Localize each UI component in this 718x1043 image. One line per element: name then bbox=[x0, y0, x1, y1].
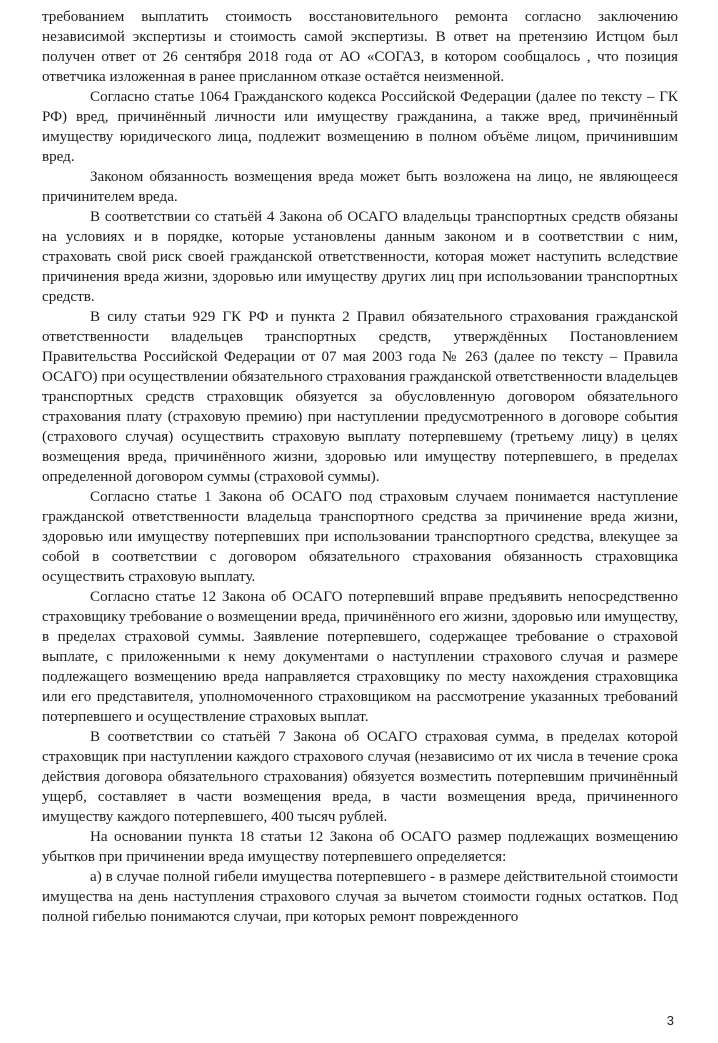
paragraph-8: В соответствии со статьёй 7 Закона об ОСАГО страховая сумма, в пределах которой страховщик при наступлении каждого страхового случая (независимо от их числа в течение срока действия договора обязательного страхования) обязуется возместить потерпевшим причинённый ущерб, составляет в части возмещения вреда, в части возмещения вреда, причиненного имуществу каждого потерпевшего, 400 тысяч рублей. bbox=[42, 729, 678, 825]
paragraph-6: Согласно статье 1 Закона об ОСАГО под страховым случаем понимается наступление гражданской ответственности владельца транспортного средства за причинение вреда жизни, здоровью или имуществу потерпевших при использовании транспортного средства, влекущее за собой в соответствии с договором обязательного страхования обязанность страховщика осуществить страховую выплату. bbox=[42, 489, 678, 585]
paragraph-10: а) в случае полной гибели имущества потерпевшего - в размере действительной стоимости имущества на день наступления страхового случая за вычетом стоимости годных остатков. Под полной гибелью понимаются случаи, при которых ремонт поврежденного bbox=[42, 869, 678, 925]
page-number: 3 bbox=[666, 1013, 674, 1028]
paragraph-4: В соответствии со статьёй 4 Закона об ОСАГО владельцы транспортных средств обязаны на условиях и в порядке, которые установлены данным законом и в соответствии с ним, страховать свой риск своей гражданской ответственности, которая может наступить вследствие причинения вреда жизни, здоровью или имуществу других лиц при использовании транспортных средств. bbox=[42, 209, 678, 305]
paragraph-5: В силу статьи 929 ГК РФ и пункта 2 Правил обязательного страхования гражданской ответственности владельцев транспортных средств, утверждённых Постановлением Правительства Российской Федерации от 07 мая 2003 года № 263 (далее по тексту – Правила ОСАГО) при осуществлении обязательного страхования гражданской ответственности владельцев транспортных средств страховщик обязуется за обусловленную договором обязательного страхования плату (страховую премию) при наступлении предусмотренного в договоре события (страхового случая) осуществить страховую выплату потерпевшему (третьему лицу) в целях возмещения вреда, причинённого жизни, здоровью или имуществу потерпевшего, в пределах определенной договором суммы (страховой суммы). bbox=[42, 309, 678, 485]
paragraph-9: На основании пункта 18 статьи 12 Закона об ОСАГО размер подлежащих возмещению убытков при причинении вреда имуществу потерпевшего определяется: bbox=[42, 829, 678, 865]
document-body bbox=[42, 7, 678, 927]
paragraph-2: Согласно статье 1064 Гражданского кодекса Российской Федерации (далее по тексту – ГК РФ) вред, причинённый личности или имуществу гражданина, а также вред, причинённый имуществу юридического лица, подлежит возмещению в полном объёме лицом, причинившим вред. bbox=[42, 89, 678, 165]
paragraph-1: требованием выплатить стоимость восстановительного ремонта согласно заключению независимой экспертизы и стоимость самой экспертизы. В ответ на претензию Истцом был получен ответ от 26 сентября 2018 года от АО «СОГАЗ, в котором сообщалось , что позиция ответчика изложенная в ранее присланном отказе остаётся неизменной. bbox=[42, 9, 678, 85]
paragraph-7: Согласно статье 12 Закона об ОСАГО потерпевший вправе предъявить непосредственно страховщику требование о возмещении вреда, причинённого его жизни, здоровью или имуществу, в пределах страховой суммы. Заявление потерпевшего, содержащее требование о страховой выплате, с приложенными к нему документами о наступлении страхового случая и размере подлежащего возмещению вреда направляется страховщику по месту нахождения страховщика или его представителя, уполномоченного страховщиком на рассмотрение указанных требований потерпевшего и осуществление страховых выплат. bbox=[42, 589, 678, 725]
paragraph-3: Законом обязанность возмещения вреда может быть возложена на лицо, не являющееся причинителем вреда. bbox=[42, 169, 678, 205]
